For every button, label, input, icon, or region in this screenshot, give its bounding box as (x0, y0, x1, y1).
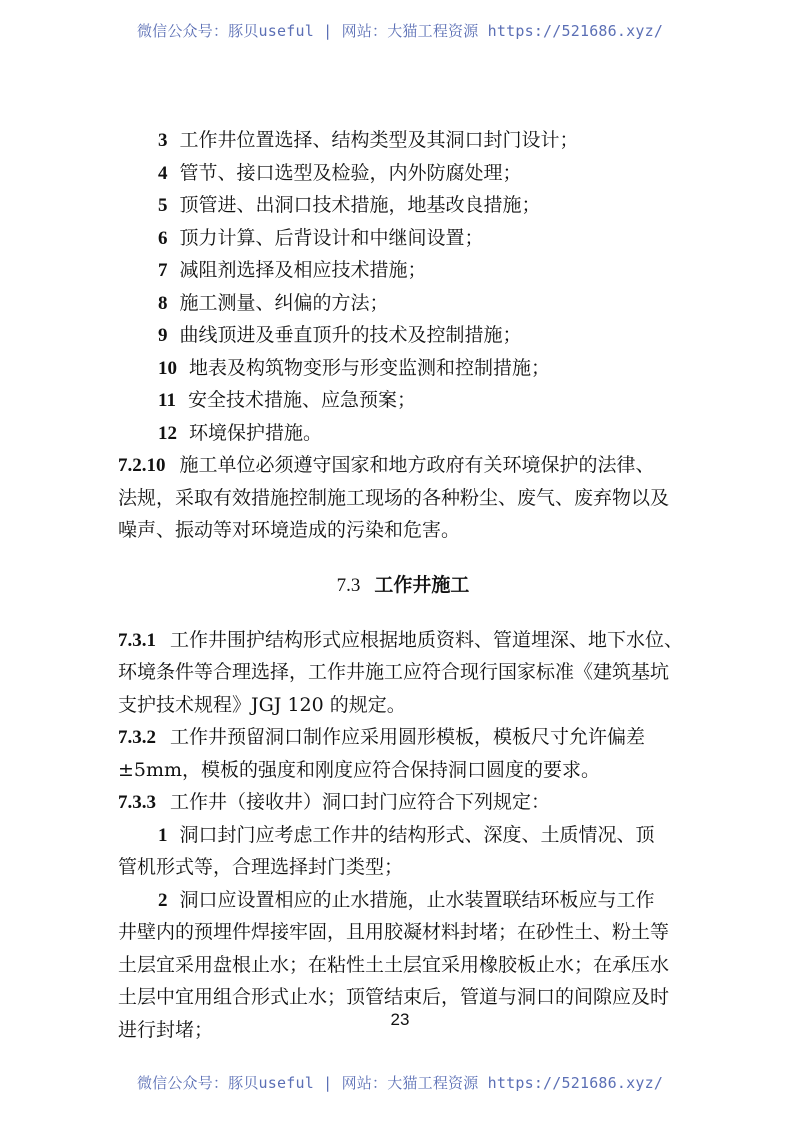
item-number: 7 (158, 260, 168, 281)
sub-item-text-line: 洞口封门应考虑工作井的结构形式、深度、土质情况、顶 (179, 823, 655, 846)
clause-7-3-3 (118, 786, 688, 819)
clause-number: 7.2.10 (118, 455, 166, 476)
list-item (118, 287, 688, 320)
item-number: 9 (158, 325, 168, 346)
clause-text-line: 支护技术规程》JGJ 120 的规定。 (118, 693, 406, 716)
document-body (118, 124, 688, 1046)
item-text: 地表及构筑物变形与形变监测和控制措施； (189, 356, 551, 379)
item-number: 4 (158, 162, 168, 184)
list-item (118, 157, 688, 190)
clause-text-line: 工作井（接收井）洞口封门应符合下列规定： (170, 791, 551, 813)
clause-text-line: 工作井预留洞口制作应采用圆形模板，模板尺寸允许偏差 (170, 726, 646, 748)
sub-item-text-line: 管机形式等，合理选择封门类型； (118, 856, 404, 878)
sub-item (118, 884, 688, 917)
item-number: 10 (158, 357, 177, 379)
sub-item-text-line: 土层宜采用盘根止水；在粘性土土层宜采用橡胶板止水；在承压水 (118, 953, 670, 976)
clause-7-3-1 (118, 624, 688, 657)
item-number: 8 (158, 292, 168, 314)
clause-7-2-10 (118, 449, 688, 482)
sub-item-number: 1 (158, 824, 168, 846)
item-number: 6 (158, 227, 168, 249)
list-item (118, 417, 688, 450)
list-item (118, 124, 688, 157)
clause-text-line: 法规，采取有效措施控制施工现场的各种粉尘、废气、废弃物以及 (118, 486, 670, 509)
clause-number: 7.3.3 (118, 792, 156, 813)
clause-text-line: 施工单位必须遵守国家和地方政府有关环境保护的法律、 (179, 454, 655, 476)
item-text: 顶管进、出洞口技术措施，地基改良措施； (179, 194, 541, 216)
item-number: 12 (158, 422, 177, 444)
item-number: 3 (158, 130, 168, 151)
item-text: 曲线顶进及垂直顶升的技术及控制措施； (179, 324, 522, 346)
item-text: 安全技术措施、应急预案； (187, 389, 416, 411)
item-number: 11 (158, 390, 176, 411)
sub-item-text-line: 进行封堵； (118, 1018, 214, 1041)
item-text: 减阻剂选择及相应技术措施； (179, 259, 427, 281)
list-item (118, 222, 688, 255)
item-text: 管节、接口选型及检验，内外防腐处理； (179, 161, 522, 184)
list-item (118, 352, 688, 385)
section-number: 7.3 (336, 574, 361, 596)
watermark-bottom: 微信公众号：豚贝useful | 网站：大猫工程资源 https://521686.xyz/ (136, 1074, 664, 1092)
clause-number: 7.3.1 (118, 629, 156, 651)
item-text: 顶力计算、后背设计和中继间设置； (179, 226, 484, 249)
page-number: 23 (390, 1010, 410, 1029)
clause-7-3-2 (118, 721, 688, 754)
section-heading (118, 569, 688, 602)
list-item (118, 384, 688, 417)
clause-text-line: 噪声、振动等对环境造成的污染和危害。 (118, 519, 461, 541)
clause-text-line: ±5mm，模板的强度和刚度应符合保持洞口圆度的要求。 (118, 758, 601, 781)
sub-item (118, 819, 688, 852)
section-title: 工作井施工 (374, 573, 470, 596)
sub-item-text-line: 洞口应设置相应的止水措施，止水装置联结环板应与工作 (179, 888, 655, 911)
sub-item-text-line: 井壁内的预埋件焊接牢固，且用胶凝材料封堵；在砂性土、粉土等 (118, 921, 670, 943)
watermark-top: 微信公众号：豚贝useful | 网站：大猫工程资源 https://521686.xyz/ (136, 22, 664, 40)
item-text: 工作井位置选择、结构类型及其洞口封门设计； (179, 129, 579, 151)
clause-number: 7.3.2 (118, 727, 156, 748)
item-text: 施工测量、纠偏的方法； (179, 291, 389, 314)
item-text: 环境保护措施。 (189, 421, 323, 444)
clause-text-line: 环境条件等合理选择，工作井施工应符合现行国家标准《建筑基坑 (118, 661, 670, 683)
item-number: 5 (158, 195, 168, 216)
list-item (118, 319, 688, 352)
list-item (118, 254, 688, 287)
list-item (118, 189, 688, 222)
sub-item-number: 2 (158, 889, 168, 911)
sub-item-text-line: 土层中宜用组合形式止水；顶管结束后，管道与洞口的间隙应及时 (118, 986, 670, 1008)
clause-text-line: 工作井围护结构形式应根据地质资料、管道埋深、地下水位、 (170, 628, 684, 651)
